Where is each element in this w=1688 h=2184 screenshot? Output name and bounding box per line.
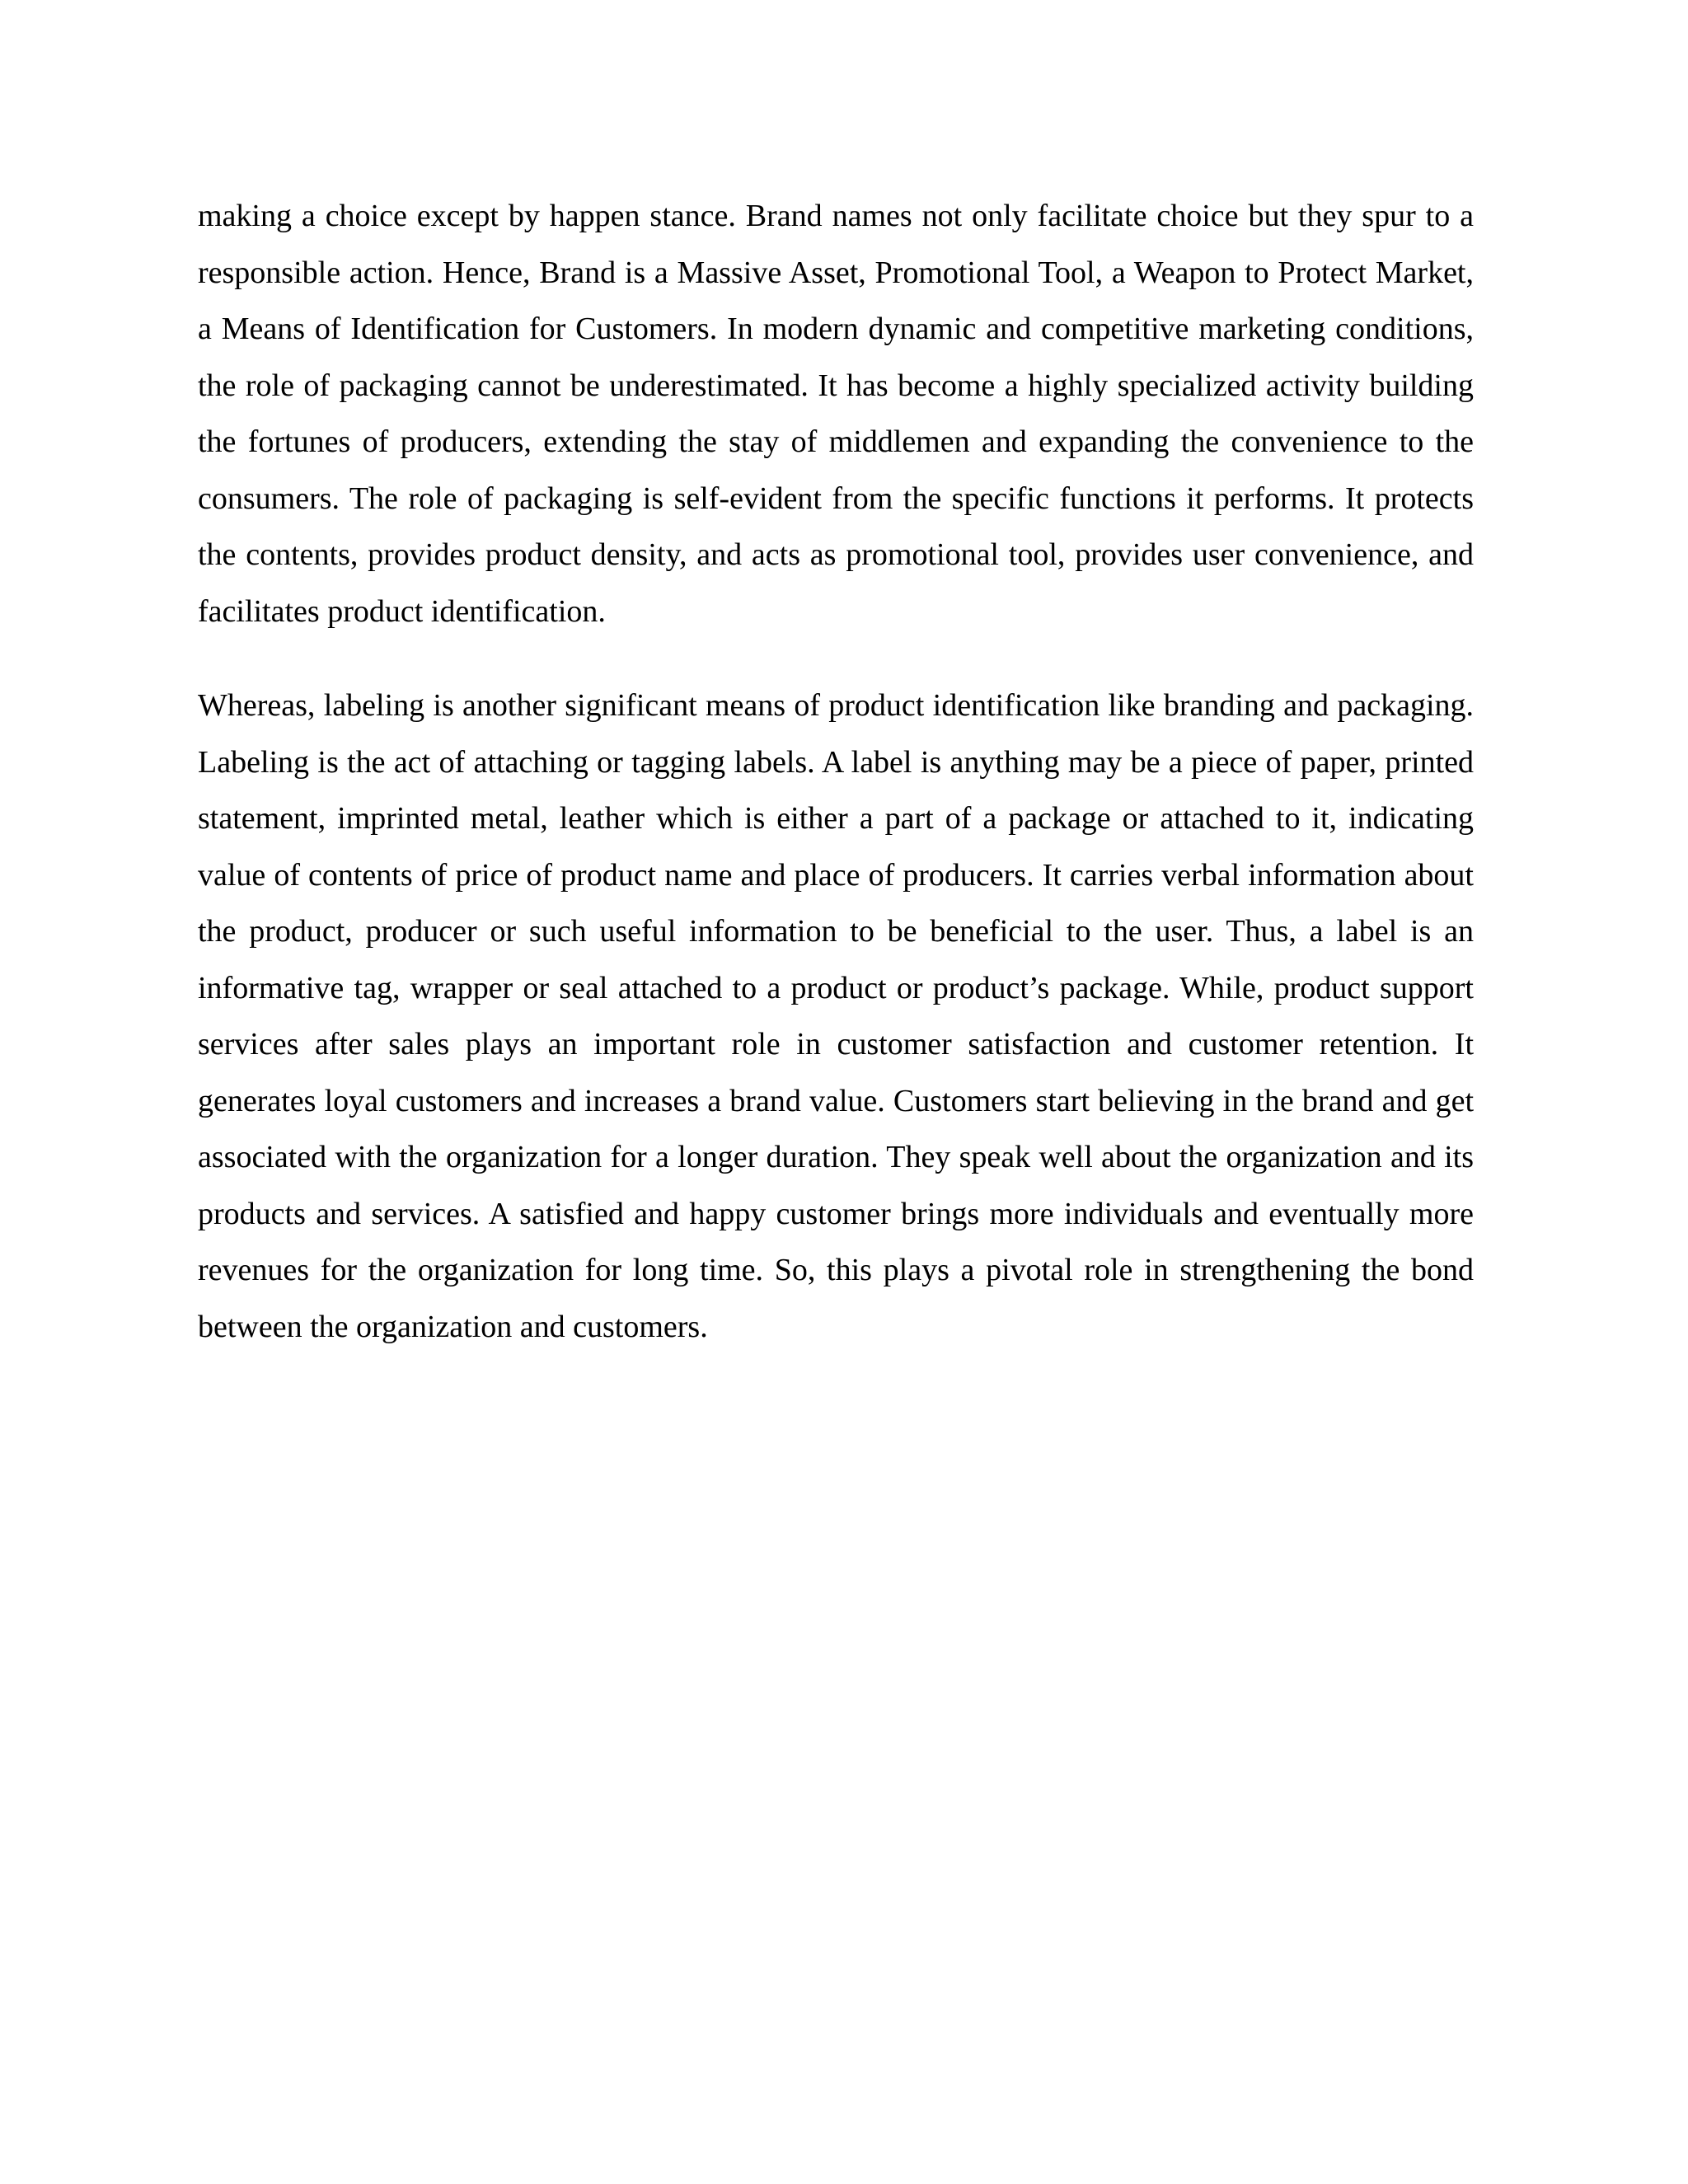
paragraph-labeling-support: Whereas, labeling is another significant means of product identification like branding and packaging. Labeling is the act of attaching or tagging labels. A label is anything may be a piece of paper, printed statement, imprinted metal, leather which is either a part of a package or attached to it, indicating value of contents of price of product name and place of producers. It carries verbal information about the product, producer or such useful information to be beneficial to the user. Thus, a label is an informative tag, wrapper or seal attached to a product or product’s package. While, product support services after sales plays an important role in customer satisfaction and customer retention. It generates loyal customers and increases a brand value. Customers start believing in the brand and get associated with the organization for a longer duration. They speak well about the organization and its products and services. A satisfied and happy customer brings more individuals and eventually more revenues for the organization for long time. So, this plays a pivotal role in strengthening the bond between the organization and customers. xyxy=(198,688,1474,1344)
body-text xyxy=(198,188,1474,1355)
paragraph-branding-packaging: making a choice except by happen stance. Brand names not only facilitate choice but they spur to a responsible action. Hence, Brand is a Massive Asset, Promotional Tool, a Weapon to Protect Market, a Means of Identification for Customers. In modern dynamic and competitive marketing conditions, the role of packaging cannot be underestimated. It has become a highly specialized activity building the fortunes of producers, extending the stay of middlemen and expanding the convenience to the consumers. The role of packaging is self-evident from the specific functions it performs. It protects the contents, provides product density, and acts as promotional tool, provides user convenience, and facilitates product identification. xyxy=(198,199,1474,629)
